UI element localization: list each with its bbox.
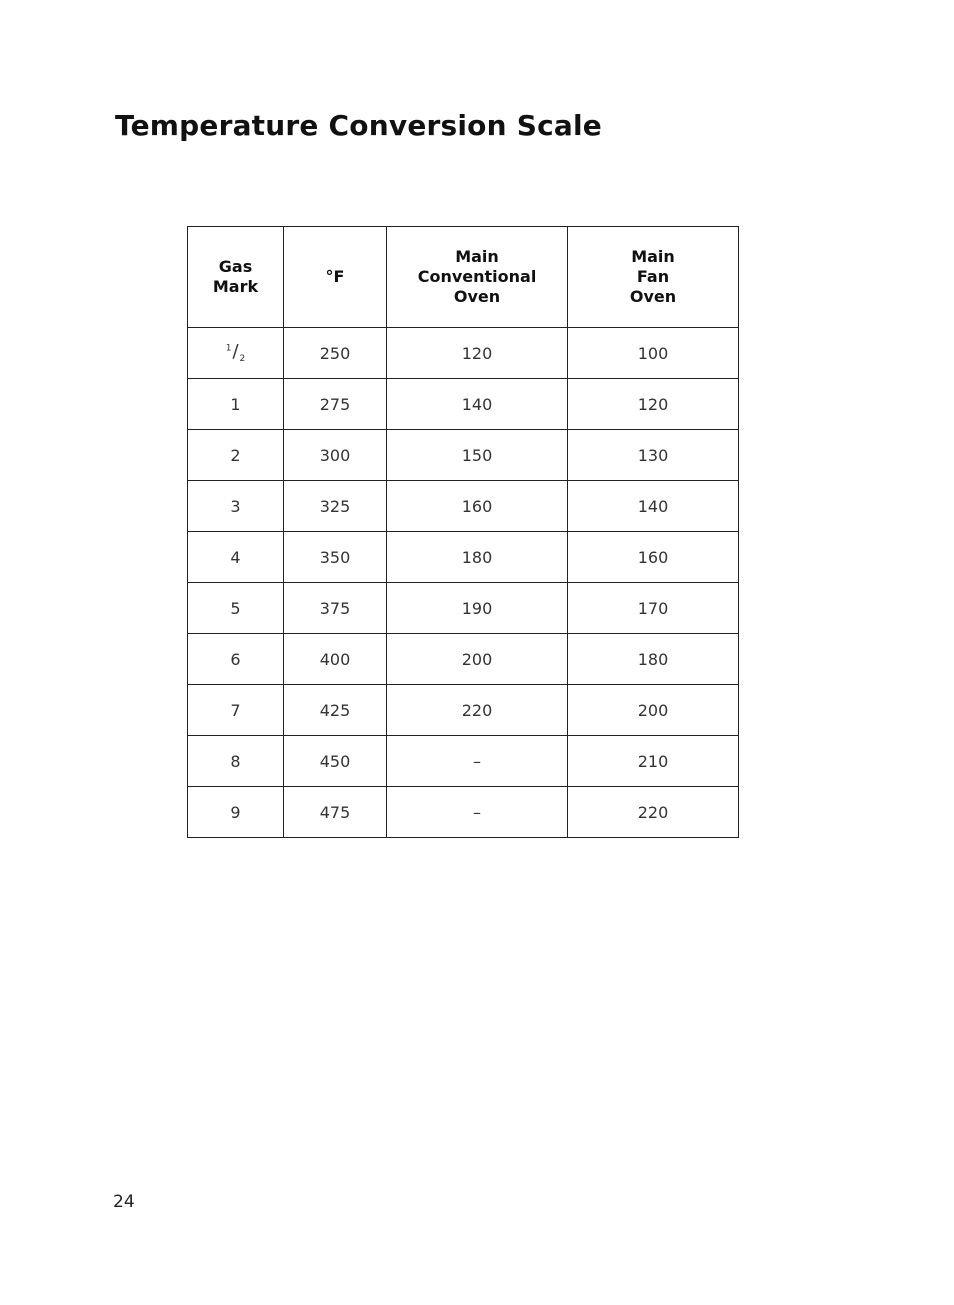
table-row [188, 583, 739, 634]
gas-mark-cell: 3 [188, 481, 284, 532]
header-line: °F [325, 267, 345, 286]
header-line: Gas [218, 257, 253, 276]
fan-oven-cell: 140 [568, 481, 739, 532]
header-line: Conventional [417, 267, 537, 286]
fan-oven-cell: 210 [568, 736, 739, 787]
header-main-conventional-oven [387, 227, 568, 328]
fahrenheit-cell: 325 [284, 481, 387, 532]
header-line: Main [631, 247, 675, 266]
fahrenheit-cell: 425 [284, 685, 387, 736]
table-row [188, 532, 739, 583]
table-row [188, 328, 739, 379]
temperature-conversion-table [187, 226, 739, 838]
table-header-row [188, 227, 739, 328]
header-line: Mark [212, 277, 259, 296]
header-fahrenheit [284, 227, 387, 328]
gas-mark-cell: 7 [188, 685, 284, 736]
table-row [188, 736, 739, 787]
table-row [188, 685, 739, 736]
conventional-oven-cell: 120 [387, 328, 568, 379]
header-line: Oven [453, 287, 501, 306]
gas-mark-cell: 2 [188, 430, 284, 481]
table-row [188, 787, 739, 838]
table-body [188, 328, 739, 838]
conventional-oven-cell: – [387, 736, 568, 787]
fan-oven-cell: 180 [568, 634, 739, 685]
fraction-value: $^1/_2$ [225, 341, 246, 365]
page-title: Temperature Conversion Scale [115, 109, 602, 142]
fahrenheit-cell: 250 [284, 328, 387, 379]
fahrenheit-cell: 400 [284, 634, 387, 685]
header-main-fan-oven [568, 227, 739, 328]
conventional-oven-cell: 200 [387, 634, 568, 685]
fahrenheit-cell: 350 [284, 532, 387, 583]
conventional-oven-cell: 160 [387, 481, 568, 532]
conventional-oven-cell: – [387, 787, 568, 838]
header-line: Fan [636, 267, 670, 286]
fan-oven-cell: 160 [568, 532, 739, 583]
gas-mark-cell: 8 [188, 736, 284, 787]
fahrenheit-cell: 475 [284, 787, 387, 838]
conventional-oven-cell: 220 [387, 685, 568, 736]
fan-oven-cell: 100 [568, 328, 739, 379]
header-gas-mark [188, 227, 284, 328]
fahrenheit-cell: 275 [284, 379, 387, 430]
header-line: Main [455, 247, 499, 266]
gas-mark-cell: 4 [188, 532, 284, 583]
fan-oven-cell: 120 [568, 379, 739, 430]
conventional-oven-cell: 180 [387, 532, 568, 583]
gas-mark-cell: 1 [188, 379, 284, 430]
gas-mark-cell: 6 [188, 634, 284, 685]
conventional-oven-cell: 150 [387, 430, 568, 481]
page-number: 24 [113, 1192, 135, 1212]
conventional-oven-cell: 140 [387, 379, 568, 430]
gas-mark-cell: 9 [188, 787, 284, 838]
fan-oven-cell: 170 [568, 583, 739, 634]
header-line: Oven [629, 287, 677, 306]
fahrenheit-cell: 450 [284, 736, 387, 787]
gas-mark-cell: 5 [188, 583, 284, 634]
fan-oven-cell: 220 [568, 787, 739, 838]
fan-oven-cell: 200 [568, 685, 739, 736]
fahrenheit-cell: 300 [284, 430, 387, 481]
table-row [188, 379, 739, 430]
table-row [188, 481, 739, 532]
table-row [188, 634, 739, 685]
gas-mark-cell [188, 328, 284, 379]
table-row [188, 430, 739, 481]
fahrenheit-cell: 375 [284, 583, 387, 634]
fan-oven-cell: 130 [568, 430, 739, 481]
conventional-oven-cell: 190 [387, 583, 568, 634]
